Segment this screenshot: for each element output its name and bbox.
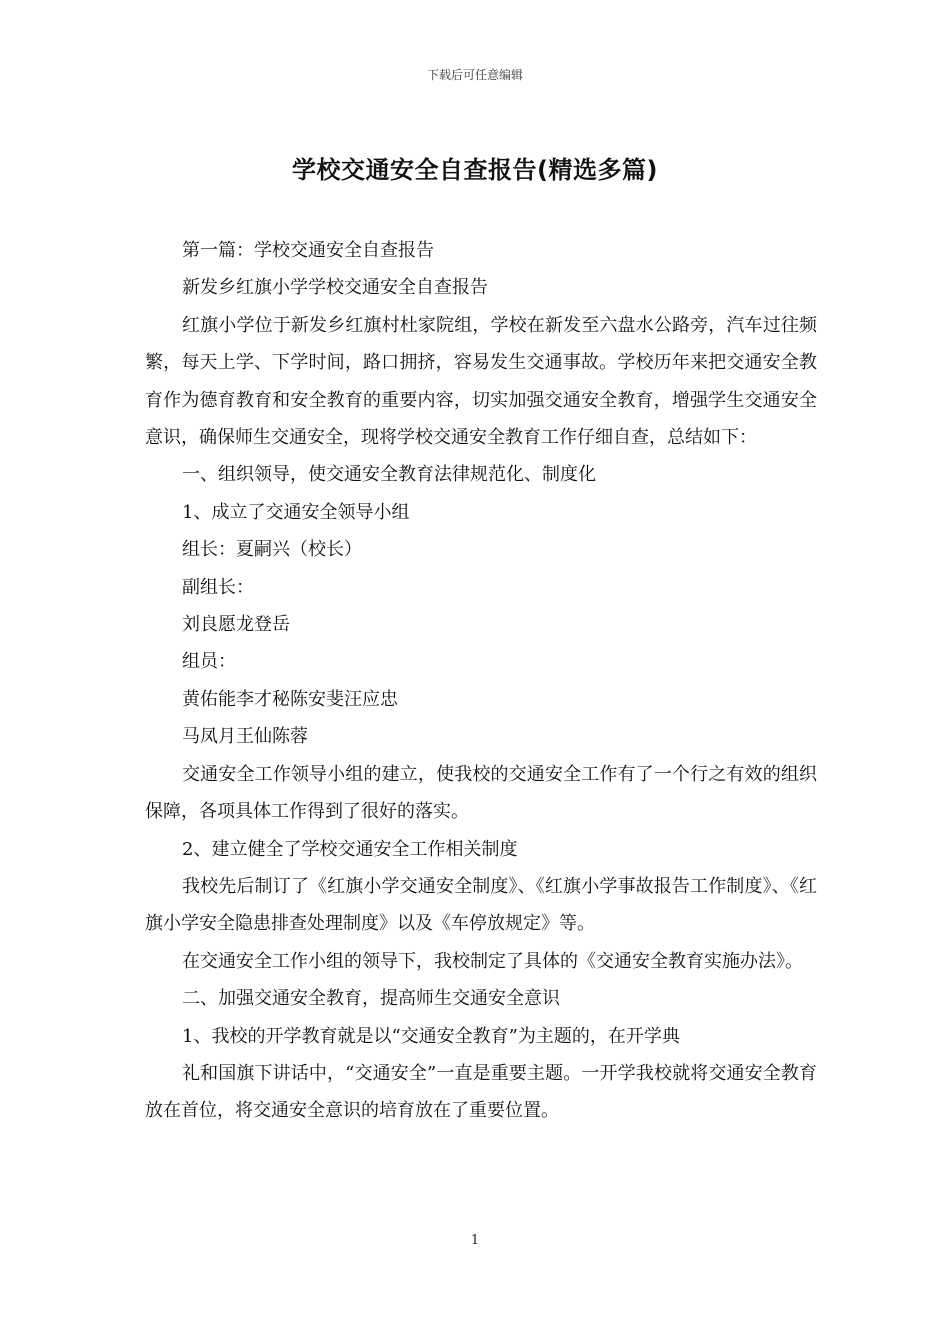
- paragraph-18: 礼和国旗下讲话中，“交通安全”一直是重要主题。一开学我校就将交通安全教育放在首位，将交通安全意识的培育放在了重要位置。: [145, 1062, 817, 1122]
- paragraph-14: 我校先后制订了《红旗小学交通安全制度》、《红旗小学事故报告工作制度》、《红旗小学安全隐患排查处理制度》以及《车停放规定》等。: [145, 875, 817, 935]
- paragraph-8: 刘良愿龙登岳: [182, 614, 290, 636]
- paragraph-16: 二、加强交通安全教育，提高师生交通安全意识: [182, 988, 560, 1010]
- header-note: 下载后可任意编辑: [426, 68, 523, 82]
- paragraph-6: 组长：夏嗣兴（校长）: [182, 539, 362, 561]
- paragraph-5: 1、成立了交通安全领导小组: [182, 501, 410, 523]
- document-body: [145, 232, 817, 1130]
- paragraph-7: 副组长：: [182, 576, 254, 598]
- paragraph-13: 2、建立健全了学校交通安全工作相关制度: [182, 838, 518, 860]
- paragraph-12: 交通安全工作领导小组的建立，使我校的交通安全工作有了一个行之有效的组织保障，各项具体工作得到了很好的落实。: [145, 763, 817, 823]
- page-number: 1: [470, 1233, 480, 1248]
- paragraph-10: 黄佑能李才秘陈安斐汪应忠: [182, 688, 398, 710]
- paragraph-11: 马凤月王仙陈蓉: [182, 726, 308, 748]
- paragraph-1: 第一篇：学校交通安全自查报告: [182, 240, 434, 261]
- paragraph-4: 一、组织领导，使交通安全教育法律规范化、制度化: [182, 464, 596, 486]
- paragraph-15: 在交通安全工作小组的领导下，我校制定了具体的《交通安全教育实施办法》。: [182, 950, 803, 972]
- document-title: 学校交通安全自查报告(精选多篇): [292, 156, 658, 184]
- paragraph-2: 新发乡红旗小学学校交通安全自查报告: [182, 277, 488, 299]
- paragraph-17: 1、我校的开学教育就是以“交通安全教育”为主题的，在开学典: [182, 1025, 680, 1047]
- paragraph-3: 红旗小学位于新发乡红旗村杜家院组，学校在新发至六盘水公路旁，汽车过往频繁，每天上学、下学时间，路口拥挤，容易发生交通事故。学校历年来把交通安全教育作为德育教育和安全教育的重要内容，切实加强交通安全教育，增强学生交通安全意识，确保师生交通安全，现将学校交通安全教育工作仔细自查，总结如下：: [145, 314, 817, 449]
- paragraph-9: 组员：: [182, 651, 236, 673]
